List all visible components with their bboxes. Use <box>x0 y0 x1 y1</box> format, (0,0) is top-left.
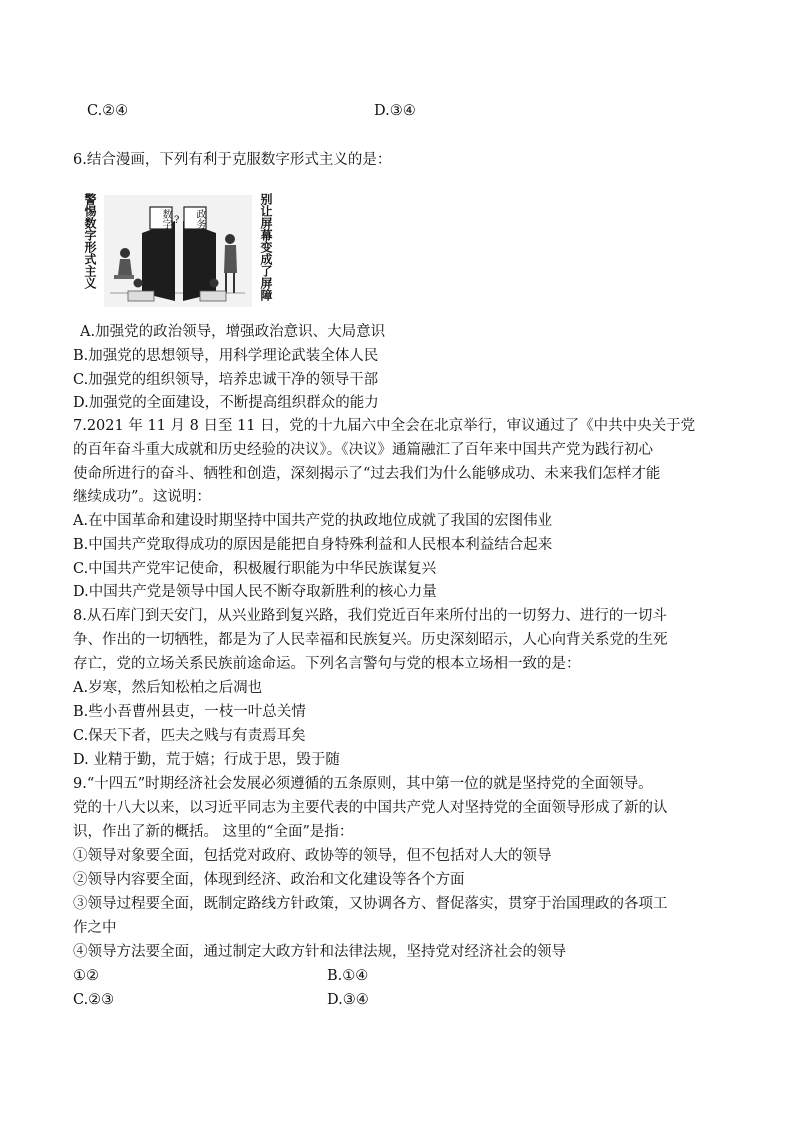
q8-option-b: B.些小吾曹州县吏，一枝一叶总关情 <box>73 704 306 720</box>
q6-option-a: A.加强党的政治领导，增强政治意识、大局意识 <box>80 324 386 340</box>
cartoon-sign-right: 政务 <box>194 209 205 229</box>
cartoon-drawing <box>80 193 276 311</box>
q7-option-d: D.中国共产党是领导中国人民不断夺取新胜利的核心力量 <box>73 584 437 600</box>
cartoon-sign-left: 数字 <box>160 209 171 229</box>
q6-option-d: D.加强党的全面建设，不断提高组织群众的能力 <box>73 395 379 411</box>
q9-stem-line-3: 识，作出了新的概括。 这里的“全面”是指： <box>73 824 354 840</box>
cartoon-question-mark: ? <box>174 215 180 226</box>
q9-options-row-1 <box>0 966 794 988</box>
q9-stem-line-1: 9.“十四五”时期经济社会发展必须遵循的五条原则，其中第一位的就是坚持党的全面领导。 <box>73 776 653 792</box>
q7-stem-line-3: 使命所进行的奋斗、牺牲和创造，深刻揭示了“过去我们为什么能够成功、未来我们怎样才能 <box>73 466 661 482</box>
q7-option-a: A.在中国革命和建设时期坚持中国共产党的执政地位成就了我国的宏图伟业 <box>73 513 553 529</box>
q8-stem-line-1: 8.从石库门到天安门，从兴业路到复兴路，我们党近百年来所付出的一切努力、进行的一切斗 <box>73 608 667 624</box>
q8-option-c: C.保天下者，匹夫之贱与有责焉耳矣 <box>73 728 306 744</box>
q9-item-3: ③领导过程要全面，既制定路线方针政策，又协调各方、督促落实，贯穿于治国理政的各项工 <box>73 896 668 912</box>
cartoon-right-caption: 别让屏幕变成了屏障 <box>259 193 273 301</box>
q9-options-row-2 <box>0 990 794 1012</box>
q9-item-4: ④领导方法要全面，通过制定大政方针和法律法规，坚持党对经济社会的领导 <box>73 944 566 960</box>
q8-stem-line-2: 争、作出的一切牺牲，都是为了人民幸福和民族复兴。历史深刻昭示，人心向背关系党的生死 <box>73 632 668 648</box>
option-c: C.②④ <box>87 103 129 119</box>
q8-option-d: D. 业精于勤，荒于嬉；行成于思，毁于随 <box>73 752 340 768</box>
q7-option-b: B.中国共产党取得成功的原因是能把自身特殊利益和人民根本利益结合起来 <box>73 537 553 553</box>
q8-option-a: A.岁寒，然后知松柏之后凋也 <box>73 680 263 696</box>
option-d: D.③④ <box>374 103 416 119</box>
q8-stem-line-3: 存亡，党的立场关系民族前途命运。下列名言警句与党的根本立场相一致的是： <box>73 656 581 672</box>
q9-option-c: C.②③ <box>73 992 115 1008</box>
q9-item-3-continued: 作之中 <box>73 920 117 936</box>
q7-stem-line-2: 的百年奋斗重大成就和历史经验的决议》。《决议》通篇融汇了百年来中国共产党为践行初心 <box>73 442 653 458</box>
q9-stem-line-2: 党的十八大以来，以习近平同志为主要代表的中国共产党人对坚持党的全面领导形成了新的认 <box>73 800 668 816</box>
q9-item-2: ②领导内容要全面，体现到经济、政治和文化建设等各个方面 <box>73 872 465 888</box>
q9-option-b: B.①④ <box>327 968 369 984</box>
q9-option-d: D.③④ <box>327 992 369 1008</box>
q6-stem: 6.结合漫画，下列有利于克服数字形式主义的是： <box>73 152 392 168</box>
q9-item-1: ①领导对象要全面，包括党对政府、政协等的领导，但不包括对人大的领导 <box>73 848 552 864</box>
q6-option-c: C.加强党的组织领导，培养忠诚干净的领导干部 <box>73 372 379 388</box>
cartoon-left-caption: 警惕数字形式主义 <box>83 193 97 289</box>
q5-options-row <box>0 101 794 123</box>
q7-stem-line-4: 继续成功”。这说明： <box>73 489 211 505</box>
q6-cartoon <box>80 193 276 311</box>
q7-stem-line-1: 7.2021 年 11 月 8 日至 11 日，党的十九届六中全会在北京举行，审议通过了《中共中央关于党 <box>73 418 696 434</box>
q6-option-b: B.加强党的思想领导，用科学理论武装全体人民 <box>73 348 379 364</box>
q9-option-a: ①② <box>73 968 99 984</box>
q7-option-c: C.中国共产党牢记使命，积极履行职能为中华民族谋复兴 <box>73 561 437 577</box>
